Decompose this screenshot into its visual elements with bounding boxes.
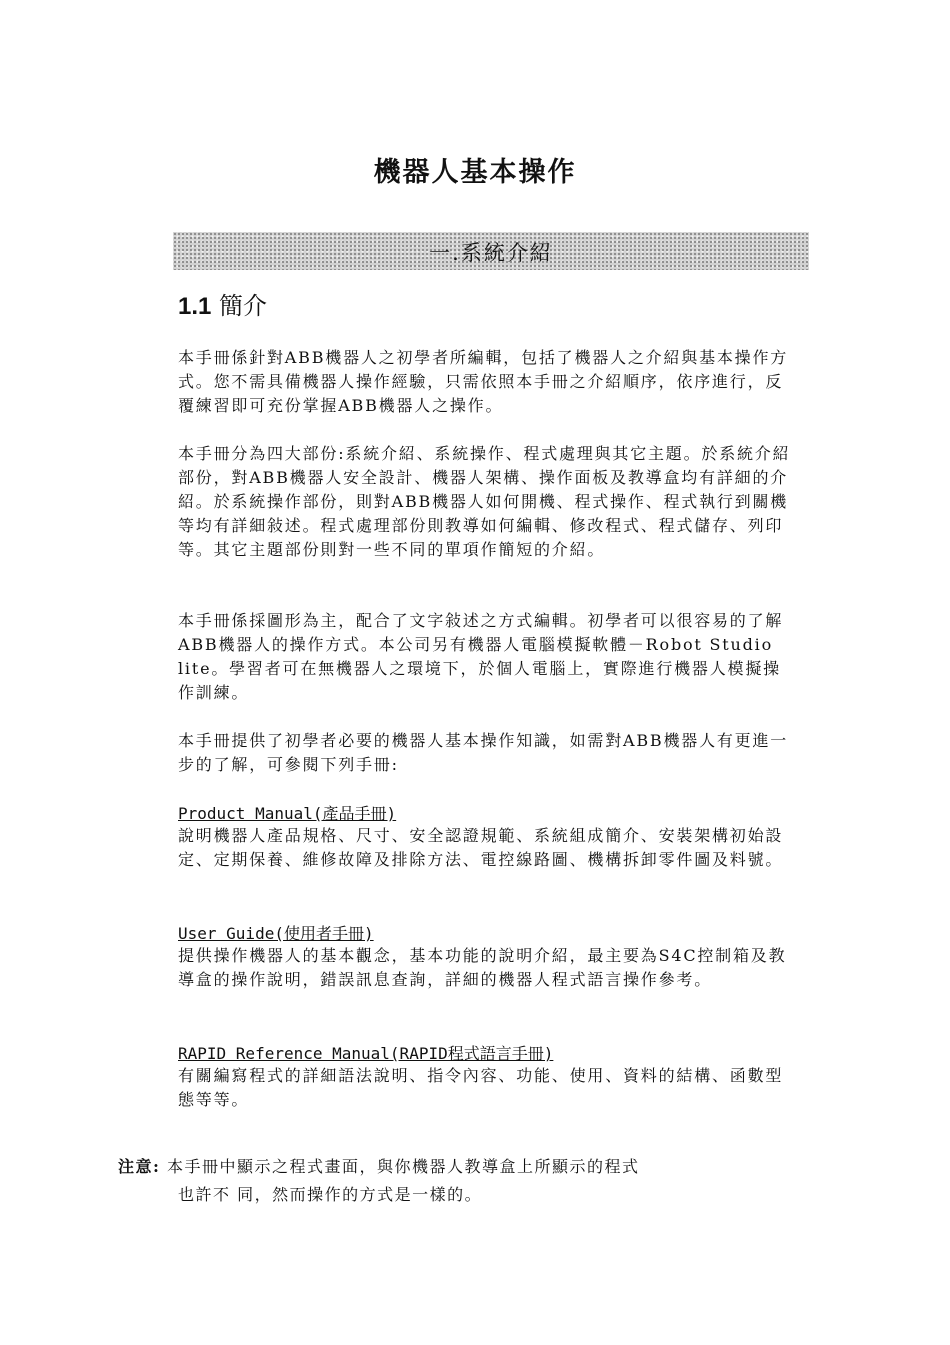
subsection-heading: [178, 286, 267, 321]
manual-desc-rapid: 有關編寫程式的詳細語法說明、指令內容、功能、使用、資料的結構、函數型態等等。: [178, 1066, 784, 1109]
paragraph-structure: 本手冊分為四大部份:系統介紹、系統操作、程式處理與其它主題。於系統介紹部份，對ABB機器人安全設計、機器人架構、操作面板及教導盒均有詳細的介紹。於系統操作部份，則對ABB機器人如何開機、程式操作、程式執行到關機等均有詳細敍述。程式處理部份則教導如何編輯、修改程式、程式儲存、列印等。其它主題部份則對一些不同的單項作簡短的介紹。: [178, 444, 791, 559]
section-banner: [173, 232, 809, 270]
subsection-label: 簡介: [219, 292, 268, 320]
paragraph-format: 本手冊係採圖形為主，配合了文字敍述之方式編輯。初學者可以很容易的了解ABB機器人的操作方式。本公司另有機器人電腦模擬軟體－Robot Studio lite。學習者可在無機器人之環境下，於個人電腦上，實際進行機器人模擬操作訓練。: [178, 611, 784, 702]
note-line-1: 本手冊中顯示之程式畫面，與你機器人教導盒上所顯示的程式: [167, 1157, 640, 1176]
manual-title-user-guide: User Guide(使用者手冊): [178, 924, 374, 943]
subsection-number: 1.1: [178, 293, 212, 320]
note: [118, 1153, 758, 1209]
paragraph-references: 本手冊提供了初學者必要的機器人基本操作知識，如需對ABB機器人有更進一步的了解，可參閱下列手冊:: [178, 731, 789, 774]
manual-desc-product: 說明機器人產品規格、尺寸、安全認證規範、系統組成簡介、安裝架構初始設定、定期保養、維修故障及排除方法、電控線路圖、機構拆卸零件圖及料號。: [178, 826, 784, 869]
manual-title-rapid: RAPID Reference Manual(RAPID程式語言手冊): [178, 1044, 554, 1063]
document-title: 機器人基本操作: [373, 157, 577, 188]
note-line-2: 也許不 同，然而操作的方式是一樣的。: [178, 1185, 483, 1204]
manual-desc-user-guide: 提供操作機器人的基本觀念，基本功能的說明介紹，最主要為S4C控制箱及教導盒的操作說明，錯誤訊息查詢，詳細的機器人程式語言操作參考。: [178, 946, 787, 989]
manual-title-product: Product Manual(產品手冊): [178, 804, 397, 823]
section-banner-title: 一.系統介紹: [429, 241, 553, 265]
note-label: 注意:: [118, 1157, 161, 1176]
paragraph-intro: 本手冊係針對ABB機器人之初學者所編輯，包括了機器人之介紹與基本操作方式。您不需具備機器人操作經驗，只需依照本手冊之介紹順序，依序進行，反覆練習即可充份掌握ABB機器人之操作。: [178, 348, 789, 415]
